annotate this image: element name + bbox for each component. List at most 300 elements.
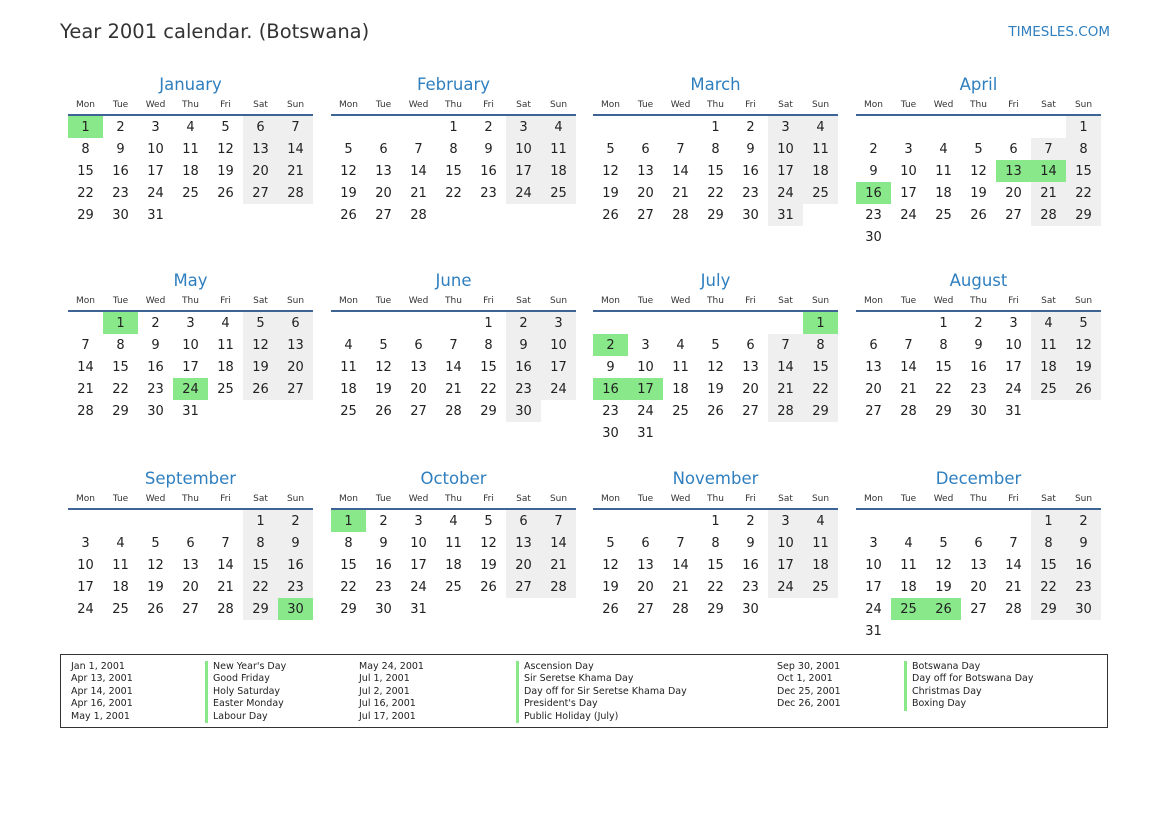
holiday-name: Day off for Botswana Day — [904, 673, 1033, 685]
day-cell: 13 — [970, 557, 987, 573]
empty-cell — [68, 510, 103, 532]
day-cell: 26 — [970, 207, 987, 223]
day-cell: 22 — [935, 381, 952, 397]
day-grid — [856, 510, 1101, 642]
day-cell: 4 — [186, 119, 195, 135]
day-cell: 10 — [147, 141, 164, 157]
weekday-label: Fri — [745, 494, 756, 504]
day-cell: 6 — [414, 337, 423, 353]
weekday-label: Mon — [76, 100, 95, 110]
day-cell: 11 — [935, 163, 952, 179]
day-cell: 5 — [939, 535, 948, 551]
day-cell: 14 — [445, 359, 462, 375]
day-cell: 22 — [1031, 576, 1066, 598]
day-grid — [593, 510, 838, 620]
day-cell: 7 — [414, 141, 423, 157]
weekday-label: Fri — [1008, 494, 1019, 504]
day-cell: 13 — [637, 557, 654, 573]
weekday-label: Tue — [112, 100, 129, 110]
day-grid — [593, 312, 838, 444]
weekday-label: Wed — [408, 494, 429, 504]
day-cell: 11 — [112, 557, 129, 573]
day-cell: 20 — [410, 381, 427, 397]
day-cell: 31 — [147, 207, 164, 223]
day-cell: 21 — [217, 579, 234, 595]
day-cell: 9 — [116, 141, 125, 157]
month-name: April — [959, 75, 998, 94]
weekday-label: Thu — [445, 100, 462, 110]
holiday-cell: 1 — [331, 510, 366, 532]
day-cell: 9 — [974, 337, 983, 353]
day-cell: 13 — [278, 334, 313, 356]
day-cell: 15 — [1066, 160, 1101, 182]
holiday-cell: 30 — [278, 598, 313, 620]
day-cell: 22 — [112, 381, 129, 397]
weekday-label: Fri — [1008, 100, 1019, 110]
day-cell: 24 — [410, 579, 427, 595]
weekday-label: Thu — [182, 100, 199, 110]
day-cell: 27 — [637, 207, 654, 223]
day-cell: 8 — [116, 337, 125, 353]
day-cell: 20 — [742, 381, 759, 397]
day-cell: 26 — [707, 403, 724, 419]
holiday-date: Dec 25, 2001 — [777, 685, 841, 697]
month-name: March — [690, 75, 741, 94]
holiday-name: Christmas Day — [904, 686, 1033, 698]
day-cell: 28 — [768, 400, 803, 422]
day-cell: 31 — [865, 623, 882, 639]
month-name: November — [672, 469, 759, 488]
empty-cell — [856, 116, 891, 138]
day-cell: 21 — [77, 381, 94, 397]
day-cell: 4 — [116, 535, 125, 551]
day-cell: 17 — [147, 163, 164, 179]
empty-cell — [698, 312, 733, 334]
day-cell: 8 — [344, 535, 353, 551]
day-cell: 27 — [865, 403, 882, 419]
day-cell: 7 — [1009, 535, 1018, 551]
empty-cell — [926, 116, 961, 138]
day-cell: 25 — [217, 381, 234, 397]
day-cell: 20 — [375, 185, 392, 201]
legend-dates-column — [71, 661, 133, 723]
weekday-label: Sat — [778, 296, 793, 306]
holiday-cell: 1 — [803, 312, 838, 334]
day-cell: 19 — [340, 185, 357, 201]
day-cell: 17 — [865, 579, 882, 595]
weekday-label: Tue — [375, 296, 392, 306]
day-cell: 2 — [974, 315, 983, 331]
weekday-header — [331, 99, 576, 111]
day-cell: 10 — [506, 138, 541, 160]
day-cell: 19 — [935, 579, 952, 595]
day-cell: 30 — [1066, 598, 1101, 620]
day-cell: 7 — [449, 337, 458, 353]
day-cell: 26 — [217, 185, 234, 201]
day-cell: 30 — [147, 403, 164, 419]
weekday-label: Sun — [286, 100, 305, 110]
weekday-label: Fri — [220, 100, 231, 110]
empty-cell — [366, 312, 401, 334]
day-cell: 23 — [375, 579, 392, 595]
weekday-label: Fri — [483, 100, 494, 110]
day-cell: 12 — [480, 535, 497, 551]
empty-cell — [663, 510, 698, 532]
weekday-label: Fri — [483, 494, 494, 504]
day-cell: 9 — [506, 334, 541, 356]
empty-cell — [68, 312, 103, 334]
day-cell: 12 — [602, 557, 619, 573]
day-cell: 4 — [344, 337, 353, 353]
day-cell: 3 — [869, 535, 878, 551]
day-cell: 12 — [1066, 334, 1101, 356]
day-cell: 31 — [637, 425, 654, 441]
day-cell: 27 — [970, 601, 987, 617]
empty-cell — [891, 116, 926, 138]
weekday-label: Wed — [145, 494, 166, 504]
day-cell: 2 — [116, 119, 125, 135]
day-cell: 3 — [1009, 315, 1018, 331]
day-cell: 9 — [869, 163, 878, 179]
day-cell: 19 — [970, 185, 987, 201]
day-cell: 19 — [375, 381, 392, 397]
day-cell: 29 — [77, 207, 94, 223]
day-cell: 20 — [637, 185, 654, 201]
legend-names-column — [205, 661, 286, 723]
day-cell: 14 — [672, 163, 689, 179]
month-name: August — [949, 271, 1008, 290]
day-cell: 25 — [112, 601, 129, 617]
day-cell: 4 — [939, 141, 948, 157]
day-cell: 9 — [746, 141, 755, 157]
day-cell: 10 — [541, 334, 576, 356]
holiday-cell: 26 — [926, 598, 961, 620]
empty-cell — [208, 510, 243, 532]
day-cell: 31 — [768, 204, 803, 226]
empty-cell — [628, 510, 663, 532]
day-cell: 9 — [606, 359, 615, 375]
day-cell: 6 — [186, 535, 195, 551]
day-cell: 29 — [480, 403, 497, 419]
weekday-label: Tue — [375, 100, 392, 110]
day-cell: 29 — [803, 400, 838, 422]
day-cell: 3 — [151, 119, 160, 135]
day-cell: 3 — [506, 116, 541, 138]
day-cell: 15 — [707, 163, 724, 179]
weekday-header — [331, 295, 576, 307]
day-cell: 11 — [1031, 334, 1066, 356]
weekday-label: Sat — [778, 100, 793, 110]
day-cell: 23 — [506, 378, 541, 400]
day-cell: 21 — [278, 160, 313, 182]
day-cell: 29 — [1031, 598, 1066, 620]
weekday-label: Mon — [864, 296, 883, 306]
legend-dates-column — [359, 661, 424, 723]
day-cell: 14 — [410, 163, 427, 179]
day-cell: 22 — [445, 185, 462, 201]
day-cell: 18 — [182, 163, 199, 179]
empty-cell — [961, 510, 996, 532]
day-cell: 28 — [900, 403, 917, 419]
day-cell: 17 — [768, 554, 803, 576]
day-cell: 23 — [480, 185, 497, 201]
day-cell: 20 — [970, 579, 987, 595]
weekday-label: Sun — [286, 296, 305, 306]
day-cell: 27 — [742, 403, 759, 419]
day-cell: 23 — [1066, 576, 1101, 598]
day-cell: 5 — [151, 535, 160, 551]
month-august — [856, 270, 1101, 422]
weekday-label: Thu — [445, 494, 462, 504]
day-cell: 22 — [243, 576, 278, 598]
day-cell: 9 — [1066, 532, 1101, 554]
day-cell: 13 — [182, 557, 199, 573]
holiday-cell: 25 — [891, 598, 926, 620]
weekday-label: Sun — [811, 100, 830, 110]
month-name: December — [935, 469, 1022, 488]
day-cell: 15 — [445, 163, 462, 179]
day-cell: 23 — [970, 381, 987, 397]
day-cell: 27 — [182, 601, 199, 617]
day-cell: 12 — [217, 141, 234, 157]
day-cell: 24 — [147, 185, 164, 201]
day-cell: 23 — [112, 185, 129, 201]
day-cell: 28 — [1005, 601, 1022, 617]
day-cell: 30 — [742, 601, 759, 617]
day-cell: 16 — [147, 359, 164, 375]
holiday-cell: 14 — [1031, 160, 1066, 182]
day-cell: 10 — [637, 359, 654, 375]
day-cell: 19 — [217, 163, 234, 179]
day-cell: 25 — [182, 185, 199, 201]
day-cell: 30 — [602, 425, 619, 441]
day-cell: 6 — [746, 337, 755, 353]
weekday-header — [68, 493, 313, 505]
day-cell: 17 — [410, 557, 427, 573]
day-cell: 12 — [340, 163, 357, 179]
weekday-label: Thu — [970, 100, 987, 110]
day-cell: 17 — [768, 160, 803, 182]
weekday-label: Wed — [408, 100, 429, 110]
day-cell: 25 — [935, 207, 952, 223]
weekday-label: Fri — [745, 296, 756, 306]
day-cell: 28 — [278, 182, 313, 204]
weekday-label: Mon — [601, 494, 620, 504]
day-cell: 22 — [803, 378, 838, 400]
day-cell: 6 — [1009, 141, 1018, 157]
holiday-name: New Year's Day — [205, 661, 286, 673]
day-cell: 21 — [541, 554, 576, 576]
day-cell: 21 — [900, 381, 917, 397]
day-cell: 7 — [904, 337, 913, 353]
day-cell: 15 — [707, 557, 724, 573]
day-cell: 1 — [484, 315, 493, 331]
day-cell: 8 — [803, 334, 838, 356]
weekday-label: Tue — [900, 100, 917, 110]
day-cell: 23 — [742, 185, 759, 201]
day-cell: 31 — [1005, 403, 1022, 419]
day-cell: 9 — [484, 141, 493, 157]
holiday-name: Holy Saturday — [205, 686, 286, 698]
day-cell: 8 — [1066, 138, 1101, 160]
weekday-label: Sat — [516, 100, 531, 110]
day-cell: 13 — [243, 138, 278, 160]
day-cell: 20 — [506, 554, 541, 576]
day-cell: 25 — [340, 403, 357, 419]
day-cell: 27 — [278, 378, 313, 400]
holiday-date: Jul 2, 2001 — [359, 685, 410, 697]
day-cell: 12 — [707, 359, 724, 375]
day-cell: 13 — [637, 163, 654, 179]
day-cell: 19 — [1066, 356, 1101, 378]
day-cell: 24 — [768, 182, 803, 204]
day-cell: 16 — [970, 359, 987, 375]
day-cell: 4 — [449, 513, 458, 529]
day-cell: 27 — [410, 403, 427, 419]
holiday-date: Dec 26, 2001 — [777, 698, 841, 710]
weekday-header — [856, 99, 1101, 111]
weekday-label: Thu — [707, 296, 724, 306]
day-cell: 18 — [803, 160, 838, 182]
day-cell: 10 — [410, 535, 427, 551]
weekday-label: Sat — [253, 494, 268, 504]
day-cell: 15 — [340, 557, 357, 573]
day-cell: 13 — [865, 359, 882, 375]
page-title: Year 2001 calendar. (Botswana) — [60, 20, 370, 43]
day-cell: 25 — [803, 576, 838, 598]
day-cell: 8 — [81, 141, 90, 157]
weekday-label: Thu — [970, 296, 987, 306]
day-cell: 11 — [340, 359, 357, 375]
empty-cell — [593, 312, 628, 334]
weekday-label: Sun — [1074, 494, 1093, 504]
weekday-label: Thu — [707, 494, 724, 504]
weekday-label: Sun — [549, 494, 568, 504]
day-cell: 26 — [1066, 378, 1101, 400]
month-july — [593, 270, 838, 444]
day-cell: 28 — [77, 403, 94, 419]
month-name: July — [700, 271, 731, 290]
empty-cell — [593, 116, 628, 138]
day-cell: 18 — [445, 557, 462, 573]
day-cell: 16 — [506, 356, 541, 378]
weekday-label: Sat — [1041, 494, 1056, 504]
weekday-label: Mon — [76, 296, 95, 306]
day-cell: 26 — [147, 601, 164, 617]
day-cell: 17 — [541, 356, 576, 378]
day-cell: 28 — [672, 601, 689, 617]
day-cell: 19 — [602, 185, 619, 201]
legend-dates-column — [777, 661, 841, 711]
weekday-label: Tue — [112, 494, 129, 504]
day-cell: 20 — [278, 356, 313, 378]
day-cell: 26 — [602, 601, 619, 617]
month-october — [331, 468, 576, 620]
weekday-label: Sun — [811, 296, 830, 306]
day-cell: 23 — [278, 576, 313, 598]
day-cell: 5 — [344, 141, 353, 157]
day-cell: 3 — [541, 312, 576, 334]
day-cell: 23 — [147, 381, 164, 397]
day-cell: 15 — [77, 163, 94, 179]
weekday-label: Tue — [112, 296, 129, 306]
day-cell: 27 — [637, 601, 654, 617]
day-cell: 13 — [506, 532, 541, 554]
site-link[interactable]: TIMESLES.COM — [1008, 24, 1110, 40]
day-cell: 15 — [112, 359, 129, 375]
day-cell: 28 — [1031, 204, 1066, 226]
month-april — [856, 74, 1101, 248]
day-cell: 2 — [869, 141, 878, 157]
day-cell: 7 — [676, 535, 685, 551]
day-cell: 12 — [935, 557, 952, 573]
empty-cell — [436, 312, 471, 334]
legend-names-column — [904, 661, 1033, 711]
weekday-label: Thu — [182, 296, 199, 306]
empty-cell — [628, 312, 663, 334]
holiday-name: Public Holiday (July) — [516, 711, 687, 723]
empty-cell — [926, 510, 961, 532]
holiday-date: Oct 1, 2001 — [777, 673, 833, 685]
empty-cell — [768, 312, 803, 334]
day-cell: 18 — [217, 359, 234, 375]
day-cell: 9 — [151, 337, 160, 353]
holiday-cell: 13 — [996, 160, 1031, 182]
month-june — [331, 270, 576, 422]
day-cell: 11 — [803, 138, 838, 160]
weekday-label: Sat — [516, 494, 531, 504]
empty-cell — [856, 510, 891, 532]
empty-cell — [856, 312, 891, 334]
day-cell: 10 — [77, 557, 94, 573]
empty-cell — [663, 116, 698, 138]
weekday-label: Wed — [933, 296, 954, 306]
day-cell: 27 — [243, 182, 278, 204]
day-grid — [593, 116, 838, 226]
day-cell: 6 — [379, 141, 388, 157]
weekday-label: Mon — [864, 494, 883, 504]
day-cell: 20 — [1005, 185, 1022, 201]
empty-cell — [733, 312, 768, 334]
day-cell: 11 — [541, 138, 576, 160]
day-cell: 11 — [672, 359, 689, 375]
day-cell: 29 — [1066, 204, 1101, 226]
month-name: September — [144, 469, 237, 488]
holiday-name: Botswana Day — [904, 661, 1033, 673]
legend-names-column — [516, 661, 687, 723]
day-cell: 8 — [1031, 532, 1066, 554]
day-cell: 15 — [480, 359, 497, 375]
day-cell: 21 — [1031, 182, 1066, 204]
day-grid — [856, 312, 1101, 422]
day-cell: 22 — [1066, 182, 1101, 204]
day-cell: 8 — [243, 532, 278, 554]
day-cell: 24 — [506, 182, 541, 204]
weekday-label: Fri — [483, 296, 494, 306]
day-cell: 16 — [278, 554, 313, 576]
day-cell: 3 — [641, 337, 650, 353]
holiday-cell: 1 — [103, 312, 138, 334]
day-cell: 2 — [484, 119, 493, 135]
empty-cell — [103, 510, 138, 532]
day-cell: 6 — [278, 312, 313, 334]
day-cell: 16 — [112, 163, 129, 179]
weekday-header — [68, 99, 313, 111]
empty-cell — [663, 312, 698, 334]
day-cell: 30 — [970, 403, 987, 419]
month-march — [593, 74, 838, 226]
holiday-date: Sep 30, 2001 — [777, 661, 841, 672]
